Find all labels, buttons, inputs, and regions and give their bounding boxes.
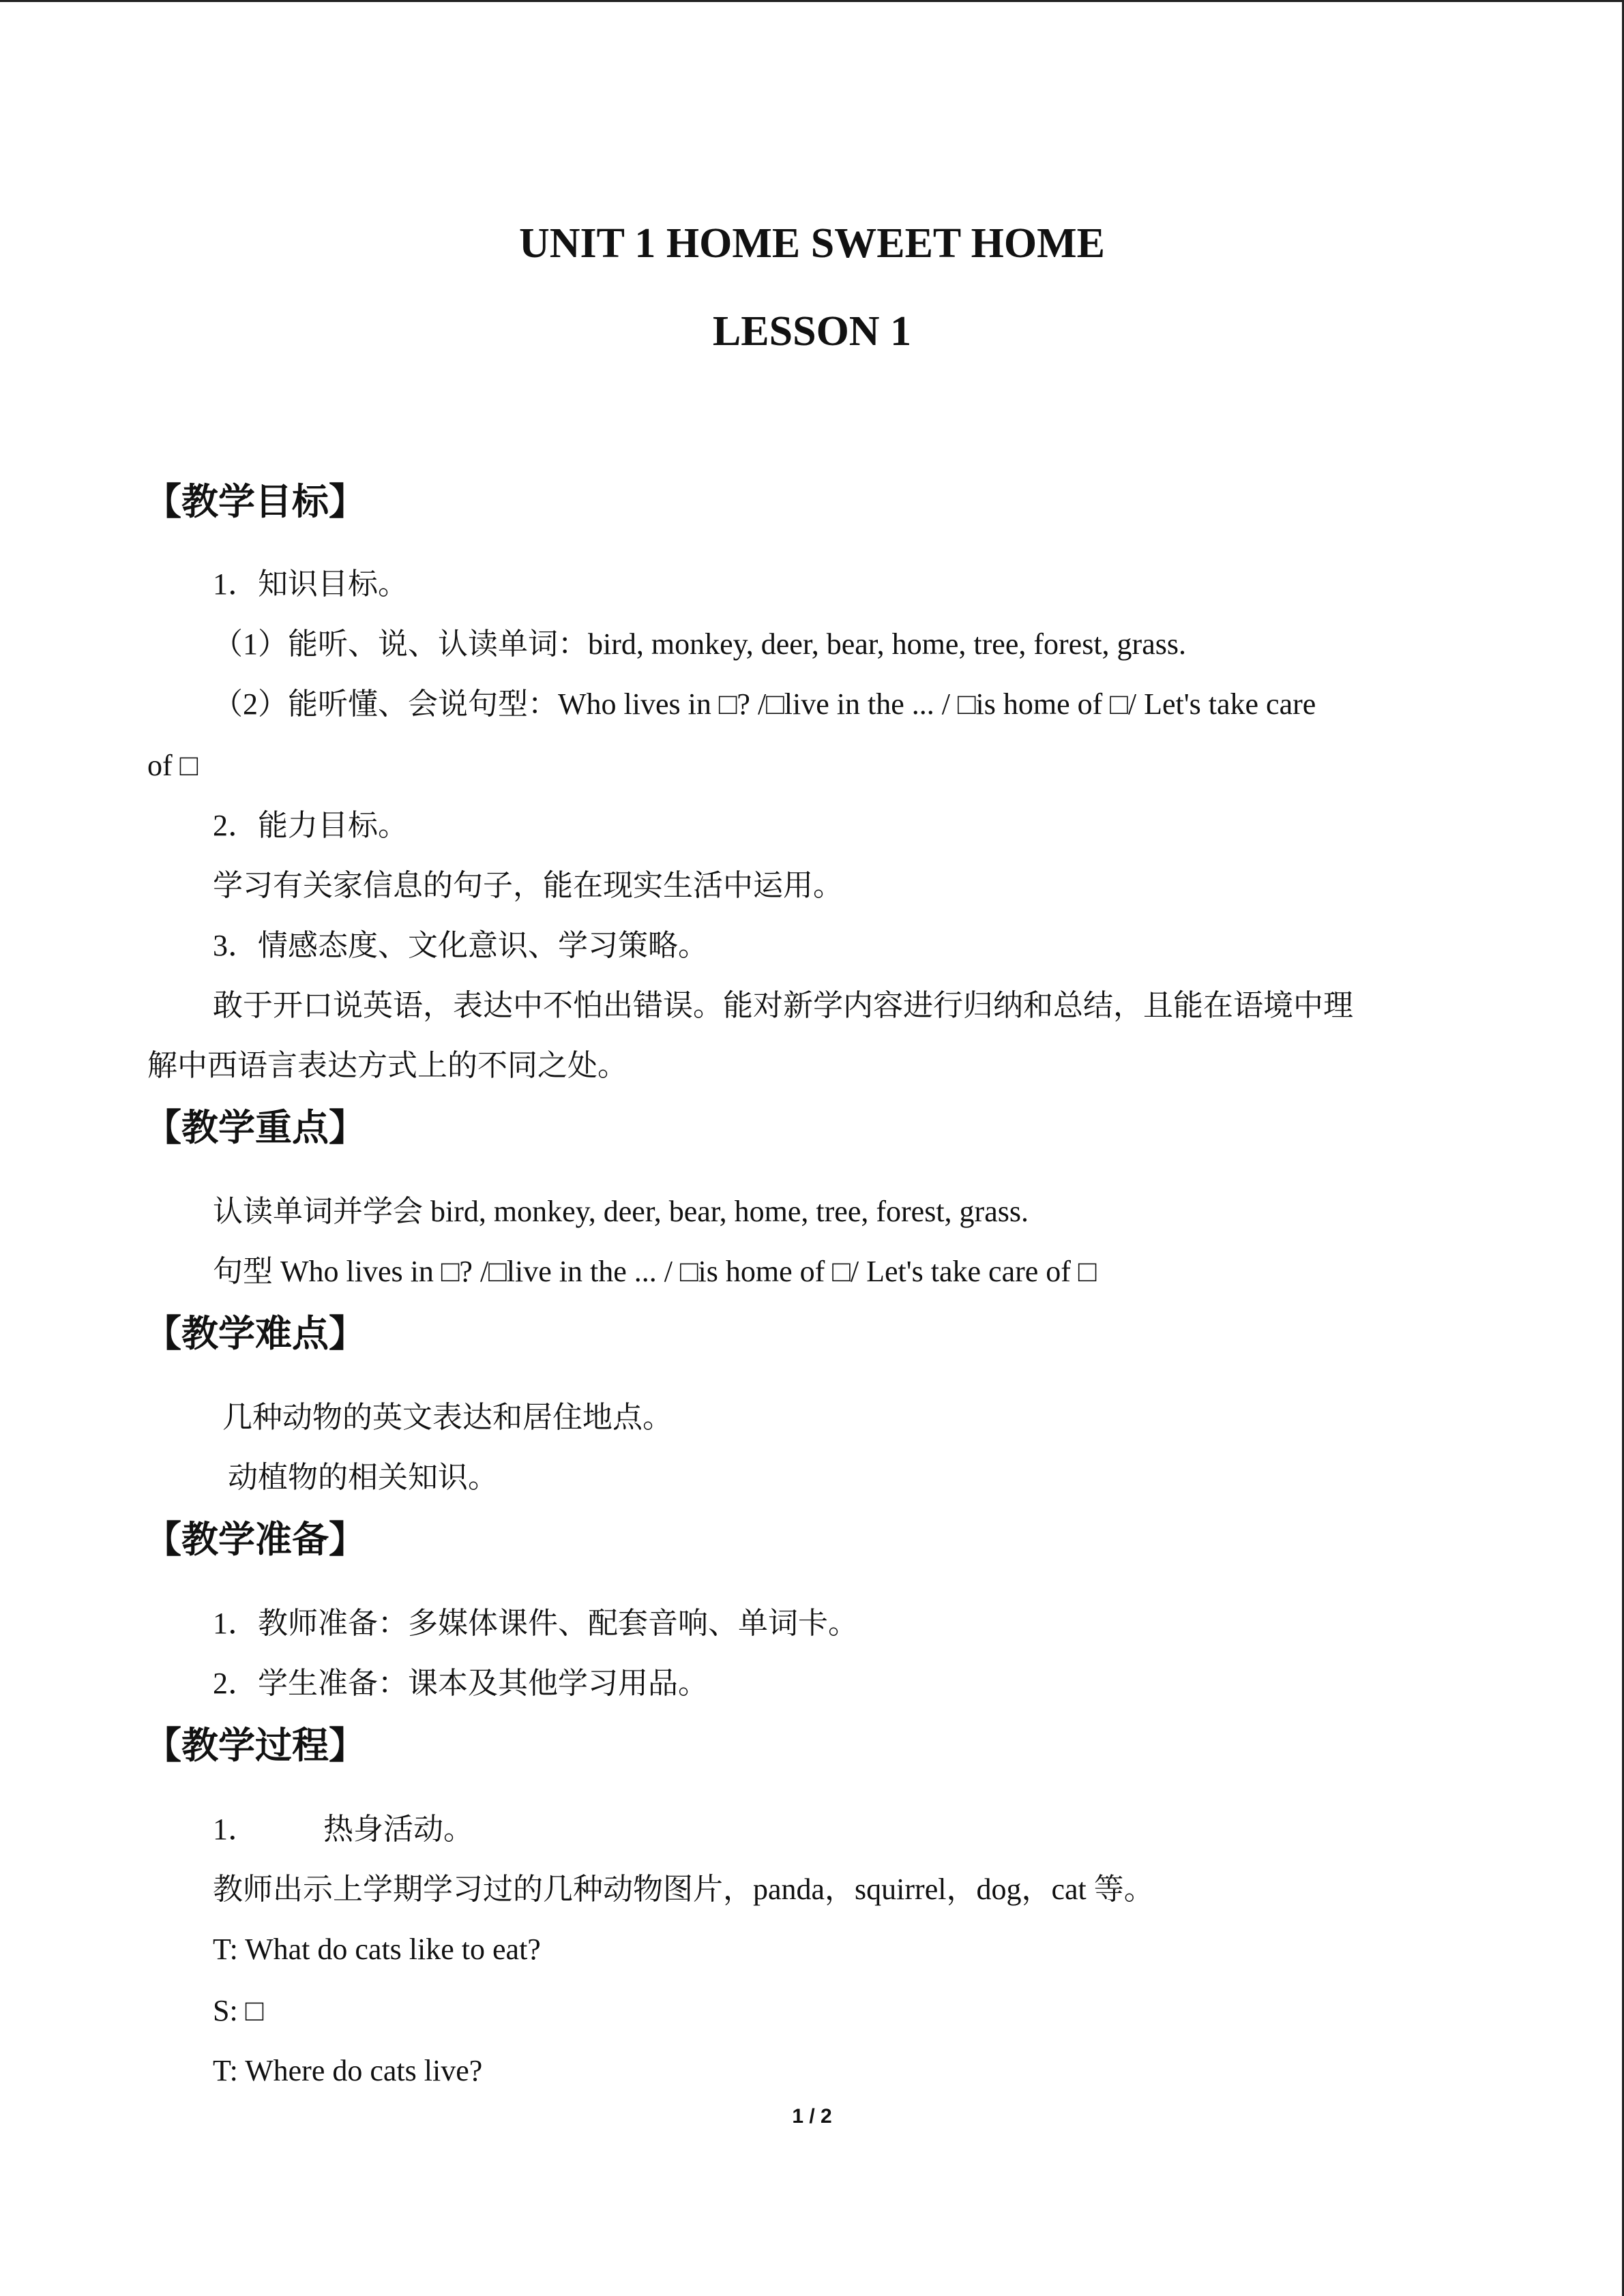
objective-emotion-text-line-2: 解中西语言表达方式上的不同之处。	[147, 1049, 628, 1082]
process-line-1: 教师出示上学期学习过的几种动物图片，panda，squirrel，dog，cat 等。	[213, 1873, 1154, 1906]
page-number: 1 / 2	[792, 2105, 832, 2128]
process-step-1-number: 1．	[213, 1813, 258, 1846]
heading-process: 【教学过程】	[145, 1724, 366, 1767]
document-title: UNIT 1 HOME SWEET HOME	[519, 220, 1105, 267]
heading-difficulties: 【教学难点】	[145, 1312, 366, 1355]
heading-objectives: 【教学目标】	[145, 480, 366, 523]
objective-item-1: （1）能听、说、认读单词：bird, monkey, deer, bear, home, tree, forest, grass.	[213, 627, 1186, 661]
preparation-line-1: 1．教师准备：多媒体课件、配套音响、单词卡。	[213, 1607, 858, 1640]
preparation-line-2: 2．学生准备：课本及其他学习用品。	[213, 1667, 708, 1700]
process-step-1-label: 热身活动。	[323, 1813, 473, 1846]
difficulties-line-1: 几种动物的英文表达和居住地点。	[222, 1401, 673, 1434]
objective-item-2-line-2: of □	[147, 749, 198, 782]
heading-key-points: 【教学重点】	[145, 1106, 366, 1149]
objective-emotion: 3．情感态度、文化意识、学习策略。	[213, 929, 708, 962]
process-step-1	[213, 1815, 473, 1845]
objective-ability: 2．能力目标。	[213, 809, 408, 842]
process-line-4: T: Where do cats live?	[213, 2054, 483, 2087]
document-subtitle: LESSON 1	[712, 308, 912, 355]
objective-emotion-text-line-1: 敢于开口说英语，表达中不怕出错误。能对新学内容进行归纳和总结，且能在语境中理	[213, 989, 1353, 1022]
objective-knowledge: 1．知识目标。	[213, 567, 408, 601]
heading-preparation: 【教学准备】	[145, 1518, 366, 1561]
process-line-3: S: □	[213, 1994, 264, 2027]
difficulties-line-2: 动植物的相关知识。	[228, 1461, 498, 1494]
key-points-line-1: 认读单词并学会 bird, monkey, deer, bear, home, tree, forest, grass.	[213, 1195, 1029, 1228]
objective-item-2-line-1: （2）能听懂、会说句型：Who lives in □? /□live in the ... / □is home of □/ Let's take care	[213, 687, 1316, 721]
key-points-line-2: 句型 Who lives in □? /□live in the ... / □is home of □/ Let's take care of □	[213, 1255, 1097, 1288]
objective-ability-text: 学习有关家信息的句子，能在现实生活中运用。	[213, 869, 843, 902]
process-line-2: T: What do cats like to eat?	[213, 1933, 541, 1966]
